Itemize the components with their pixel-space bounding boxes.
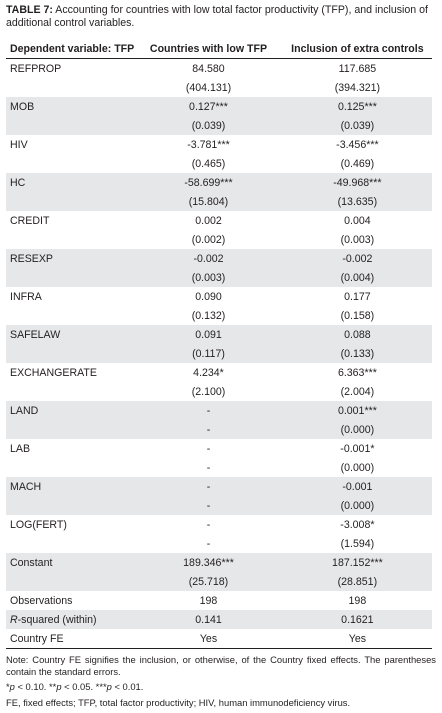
cell-extra-controls: (0.000) [340, 499, 375, 512]
cell-extra-controls: (13.635) [337, 195, 378, 208]
cell-extra-controls: (0.004) [340, 271, 375, 284]
table-row [6, 173, 432, 192]
cell-extra-controls: (28.851) [337, 575, 378, 588]
cell-low-tfp: - [206, 404, 211, 417]
cell-low-tfp: 4.234* [193, 366, 224, 379]
cell-extra-controls: 187.152*** [332, 556, 383, 569]
cell-extra-controls: 0.1621 [341, 613, 374, 626]
cell-low-tfp: 0.091 [195, 328, 222, 341]
cell-extra-controls: (0.158) [340, 309, 375, 322]
caption-text: Accounting for countries with low total factor productivity (TFP), and inclusion of additional control variables. [6, 4, 428, 29]
table-row [6, 211, 432, 230]
cell-low-tfp: 198 [199, 594, 218, 607]
cell-extra-controls: -3.008* [340, 518, 375, 531]
cell-low-tfp: 0.002 [195, 214, 222, 227]
table-row [6, 363, 432, 382]
row-label [6, 154, 134, 173]
header-row [6, 40, 432, 59]
table-row [6, 534, 432, 553]
table-row [6, 344, 432, 363]
cell-low-tfp: (0.003) [191, 271, 226, 284]
header-extra-controls: Inclusion of extra controls [291, 43, 424, 55]
cell-extra-controls: (0.003) [340, 233, 375, 246]
cell-low-tfp: -3.781*** [187, 138, 230, 151]
significance-note [6, 681, 436, 693]
row-label: INFRA [10, 290, 42, 303]
table-row [6, 154, 432, 173]
table-row [6, 420, 432, 439]
row-label: LAND [10, 404, 39, 417]
row-label [6, 116, 134, 135]
row-label [6, 192, 134, 211]
note-text: Note: Country FE signifies the inclusion, or otherwise, of the Country fixed effects. The parentheses contain the standard errors. [6, 654, 436, 677]
table-row [6, 610, 432, 629]
row-label: MOB [10, 100, 35, 113]
results-table [6, 40, 432, 648]
table-row [6, 458, 432, 477]
cell-low-tfp: 0.141 [195, 613, 222, 626]
table-row [6, 230, 432, 249]
cell-low-tfp: (0.039) [191, 119, 226, 132]
cell-extra-controls: 0.177 [344, 290, 371, 303]
sig-star-2: ** [49, 681, 57, 692]
cell-low-tfp: Yes [199, 632, 218, 645]
cell-low-tfp: (404.131) [185, 81, 232, 94]
cell-low-tfp: (15.804) [188, 195, 229, 208]
cell-extra-controls: (0.000) [340, 423, 375, 436]
cell-low-tfp: (2.100) [191, 385, 226, 398]
row-label: R-squared (within) [10, 613, 97, 626]
row-label: LAB [10, 442, 31, 455]
table-row [6, 325, 432, 344]
abbreviation-note: FE, fixed effects; TFP, total factor productivity; HIV, human immunodeficiency virus. [6, 697, 351, 708]
header-low-tfp: Countries with low TFP [149, 43, 268, 55]
sig-p-2: p [56, 681, 62, 692]
table-row [6, 116, 432, 135]
cell-low-tfp: -0.002 [193, 252, 224, 265]
table-row [6, 515, 432, 534]
row-label: RESEXP [10, 252, 53, 265]
table-label: TABLE 7: [6, 4, 53, 16]
row-label [6, 534, 134, 553]
row-label: SAFELAW [10, 328, 61, 341]
row-label [6, 78, 134, 97]
sig-text-1: < 0.10. [14, 681, 50, 692]
cell-low-tfp: - [206, 423, 211, 436]
cell-extra-controls: 117.685 [338, 62, 377, 75]
cell-extra-controls: -3.456*** [336, 138, 379, 151]
row-label: HC [10, 176, 26, 189]
cell-extra-controls: 198 [348, 594, 367, 607]
row-label [6, 230, 134, 249]
cell-extra-controls: (1.594) [340, 537, 375, 550]
cell-low-tfp: (25.718) [188, 575, 229, 588]
row-label: Constant [10, 556, 53, 569]
sig-star-1: * [6, 681, 10, 692]
cell-extra-controls: (0.469) [340, 157, 375, 170]
table-row [6, 496, 432, 515]
table-row [6, 401, 432, 420]
cell-low-tfp: (0.132) [191, 309, 226, 322]
table-row [6, 439, 432, 458]
cell-extra-controls: 0.001*** [337, 404, 377, 417]
cell-low-tfp: - [206, 442, 211, 455]
cell-extra-controls: -49.968*** [333, 176, 382, 189]
row-label [6, 344, 134, 363]
table-row [6, 97, 432, 116]
row-label [6, 268, 134, 287]
table-row [6, 572, 432, 591]
table-row [6, 59, 432, 79]
cell-low-tfp: -58.699*** [184, 176, 233, 189]
table-row [6, 135, 432, 154]
cell-low-tfp: - [206, 461, 211, 474]
cell-low-tfp: 189.346*** [183, 556, 234, 569]
table-row [6, 268, 432, 287]
row-label [6, 382, 134, 401]
row-label: Observations [10, 594, 73, 607]
table-notes [6, 654, 436, 709]
row-label [6, 458, 134, 477]
cell-extra-controls: (0.000) [340, 461, 375, 474]
cell-low-tfp: (0.002) [191, 233, 226, 246]
table-caption [6, 4, 438, 29]
row-label [6, 572, 134, 591]
sig-text-2: < 0.05. [61, 681, 96, 692]
cell-extra-controls: (394.321) [334, 81, 381, 94]
table-row [6, 382, 432, 401]
table-row [6, 192, 432, 211]
cell-extra-controls: -0.002 [342, 252, 373, 265]
table-row [6, 553, 432, 572]
row-label: Country FE [10, 632, 64, 645]
cell-extra-controls: (2.004) [340, 385, 375, 398]
cell-extra-controls: -0.001* [340, 442, 375, 455]
cell-extra-controls: -0.001 [342, 480, 373, 493]
row-label: EXCHANGERATE [10, 366, 97, 379]
sig-p-1: p [9, 681, 15, 692]
row-label [6, 306, 134, 325]
cell-extra-controls: (0.039) [340, 119, 375, 132]
row-label [6, 496, 134, 515]
table-row [6, 591, 432, 610]
cell-low-tfp: (0.465) [191, 157, 226, 170]
table-body [6, 59, 432, 649]
header-dependent-variable: Dependent variable: TFP [10, 43, 135, 55]
cell-low-tfp: - [206, 499, 211, 512]
cell-extra-controls: 6.363*** [337, 366, 377, 379]
row-label: REFPROP [10, 62, 62, 75]
cell-extra-controls: Yes [348, 632, 367, 645]
row-label [6, 420, 134, 439]
row-label: CREDIT [10, 214, 50, 227]
table-row [6, 78, 432, 97]
cell-extra-controls: (0.133) [340, 347, 375, 360]
row-label: MACH [10, 480, 42, 493]
cell-low-tfp: 0.090 [195, 290, 222, 303]
sig-star-3: *** [95, 681, 107, 692]
table-row [6, 249, 432, 268]
cell-low-tfp: 0.127*** [189, 100, 228, 113]
row-label: HIV [10, 138, 28, 151]
cell-extra-controls: 0.125*** [337, 100, 377, 113]
table-row [6, 629, 432, 648]
table-row [6, 287, 432, 306]
table-bottom-rule [6, 648, 432, 649]
cell-low-tfp: 84.580 [192, 62, 225, 75]
cell-extra-controls: 0.004 [344, 214, 371, 227]
cell-low-tfp: - [206, 480, 211, 493]
cell-low-tfp: (0.117) [192, 347, 225, 360]
sig-p-3: p [106, 681, 112, 692]
cell-extra-controls: 0.088 [344, 328, 371, 341]
row-label: LOG(FERT) [10, 518, 67, 531]
table-row [6, 306, 432, 325]
sig-text-3: < 0.01. [111, 681, 144, 692]
table-row [6, 477, 432, 496]
cell-low-tfp: - [206, 537, 211, 550]
cell-low-tfp: - [206, 518, 211, 531]
